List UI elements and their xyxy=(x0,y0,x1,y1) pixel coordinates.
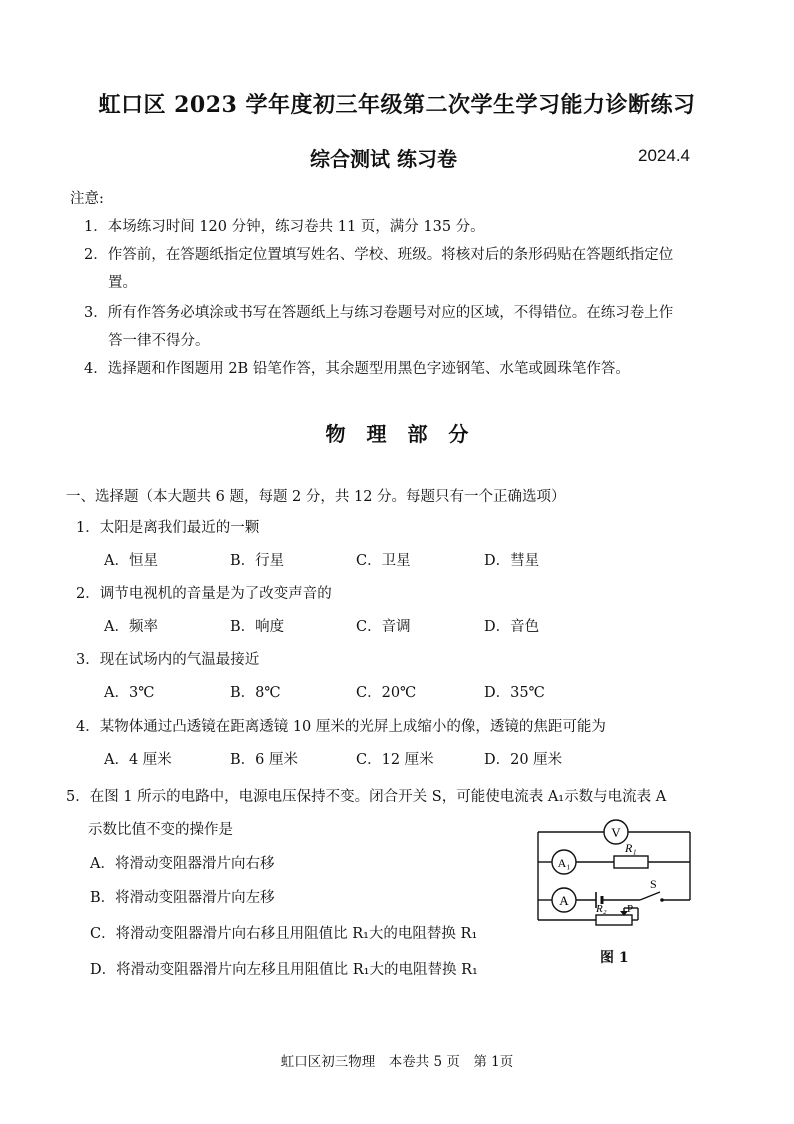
note-item: 4．选择题和作图题用 2B 铅笔作答，其余题型用黑色字迹钢笔、水笔或圆珠笔作答。 xyxy=(84,361,630,377)
ammeter-label: A xyxy=(559,893,569,908)
voltmeter-label: V xyxy=(611,825,621,840)
option-a: A．3℃ xyxy=(104,685,155,701)
note-item: 1．本场练习时间 120 分钟，练习卷共 11 页，满分 135 分。 xyxy=(84,219,485,235)
option-b: B．8℃ xyxy=(230,685,281,701)
option-b: B．将滑动变阻器滑片向左移 xyxy=(90,890,275,906)
option-a: A．恒星 xyxy=(104,553,158,569)
option-d: D．20 厘米 xyxy=(484,752,563,768)
slider-label: P xyxy=(627,903,634,915)
option-d: D．彗星 xyxy=(484,553,540,569)
circuit-diagram xyxy=(530,812,700,947)
section-title: 物 理 部 分 xyxy=(325,422,469,446)
page-footer: 虹口区初三物理 本卷共 5 页 第 1页 xyxy=(280,1054,514,1070)
exam-date: 2024.4 xyxy=(638,146,690,165)
question-stem: 1．太阳是离我们最近的一颗 xyxy=(76,520,260,536)
option-a: A．频率 xyxy=(104,619,158,635)
option-b: B．行星 xyxy=(230,553,285,569)
note-item: 答一律不得分。 xyxy=(108,333,210,349)
question-stem: 2．调节电视机的音量是为了改变声音的 xyxy=(76,586,332,602)
exam-title: 虹口区 2023 学年度初三年级第二次学生学习能力诊断练习 xyxy=(98,92,696,118)
question-stem: 4．某物体通过凸透镜在距离透镜 10 厘米的光屏上成缩小的像，透镜的焦距可能为 xyxy=(76,719,606,735)
question-stem-cont: 示数比值不变的操作是 xyxy=(88,822,233,838)
option-c: C．音调 xyxy=(356,619,411,635)
option-d: D．35℃ xyxy=(484,685,545,701)
figure-caption: 图 1 xyxy=(600,950,629,966)
part-heading: 一、选择题（本大题共 6 题，每题 2 分，共 12 分。每题只有一个正确选项） xyxy=(66,489,566,505)
option-c: C．将滑动变阻器滑片向右移且用阻值比 R₁大的电阻替换 R₁ xyxy=(90,926,478,942)
note-item: 置。 xyxy=(108,275,137,291)
option-a: A．将滑动变阻器滑片向右移 xyxy=(90,856,275,872)
ammeter1-label: A₁ xyxy=(557,856,571,870)
option-b: B．响度 xyxy=(230,619,285,635)
option-a: A．4 厘米 xyxy=(104,752,172,768)
rheostat-label: R₂ xyxy=(596,903,607,915)
option-c: C．12 厘米 xyxy=(356,752,434,768)
option-d: D．将滑动变阻器滑片向左移且用阻值比 R₁大的电阻替换 R₁ xyxy=(90,962,478,978)
note-item: 3．所有作答务必填涂或书写在答题纸上与练习卷题号对应的区域，不得错位。在练习卷上作 xyxy=(84,305,674,321)
notes-heading: 注意: xyxy=(70,191,104,207)
switch-label: S xyxy=(650,877,657,891)
option-c: C．20℃ xyxy=(356,685,417,701)
question-stem: 3．现在试场内的气温最接近 xyxy=(76,652,260,668)
question-stem: 5．在图 1 所示的电路中，电源电压保持不变。闭合开关 S，可能使电流表 A₁示数与电流表 A xyxy=(66,789,667,805)
exam-subtitle: 综合测试 练习卷 xyxy=(310,147,457,171)
option-c: C．卫星 xyxy=(356,553,411,569)
option-b: B．6 厘米 xyxy=(230,752,298,768)
note-item: 2．作答前，在答题纸指定位置填写姓名、学校、班级。将核对后的条形码贴在答题纸指定位 xyxy=(84,247,674,263)
resistor1-label: R₁ xyxy=(625,841,637,855)
option-d: D．音色 xyxy=(484,619,540,635)
